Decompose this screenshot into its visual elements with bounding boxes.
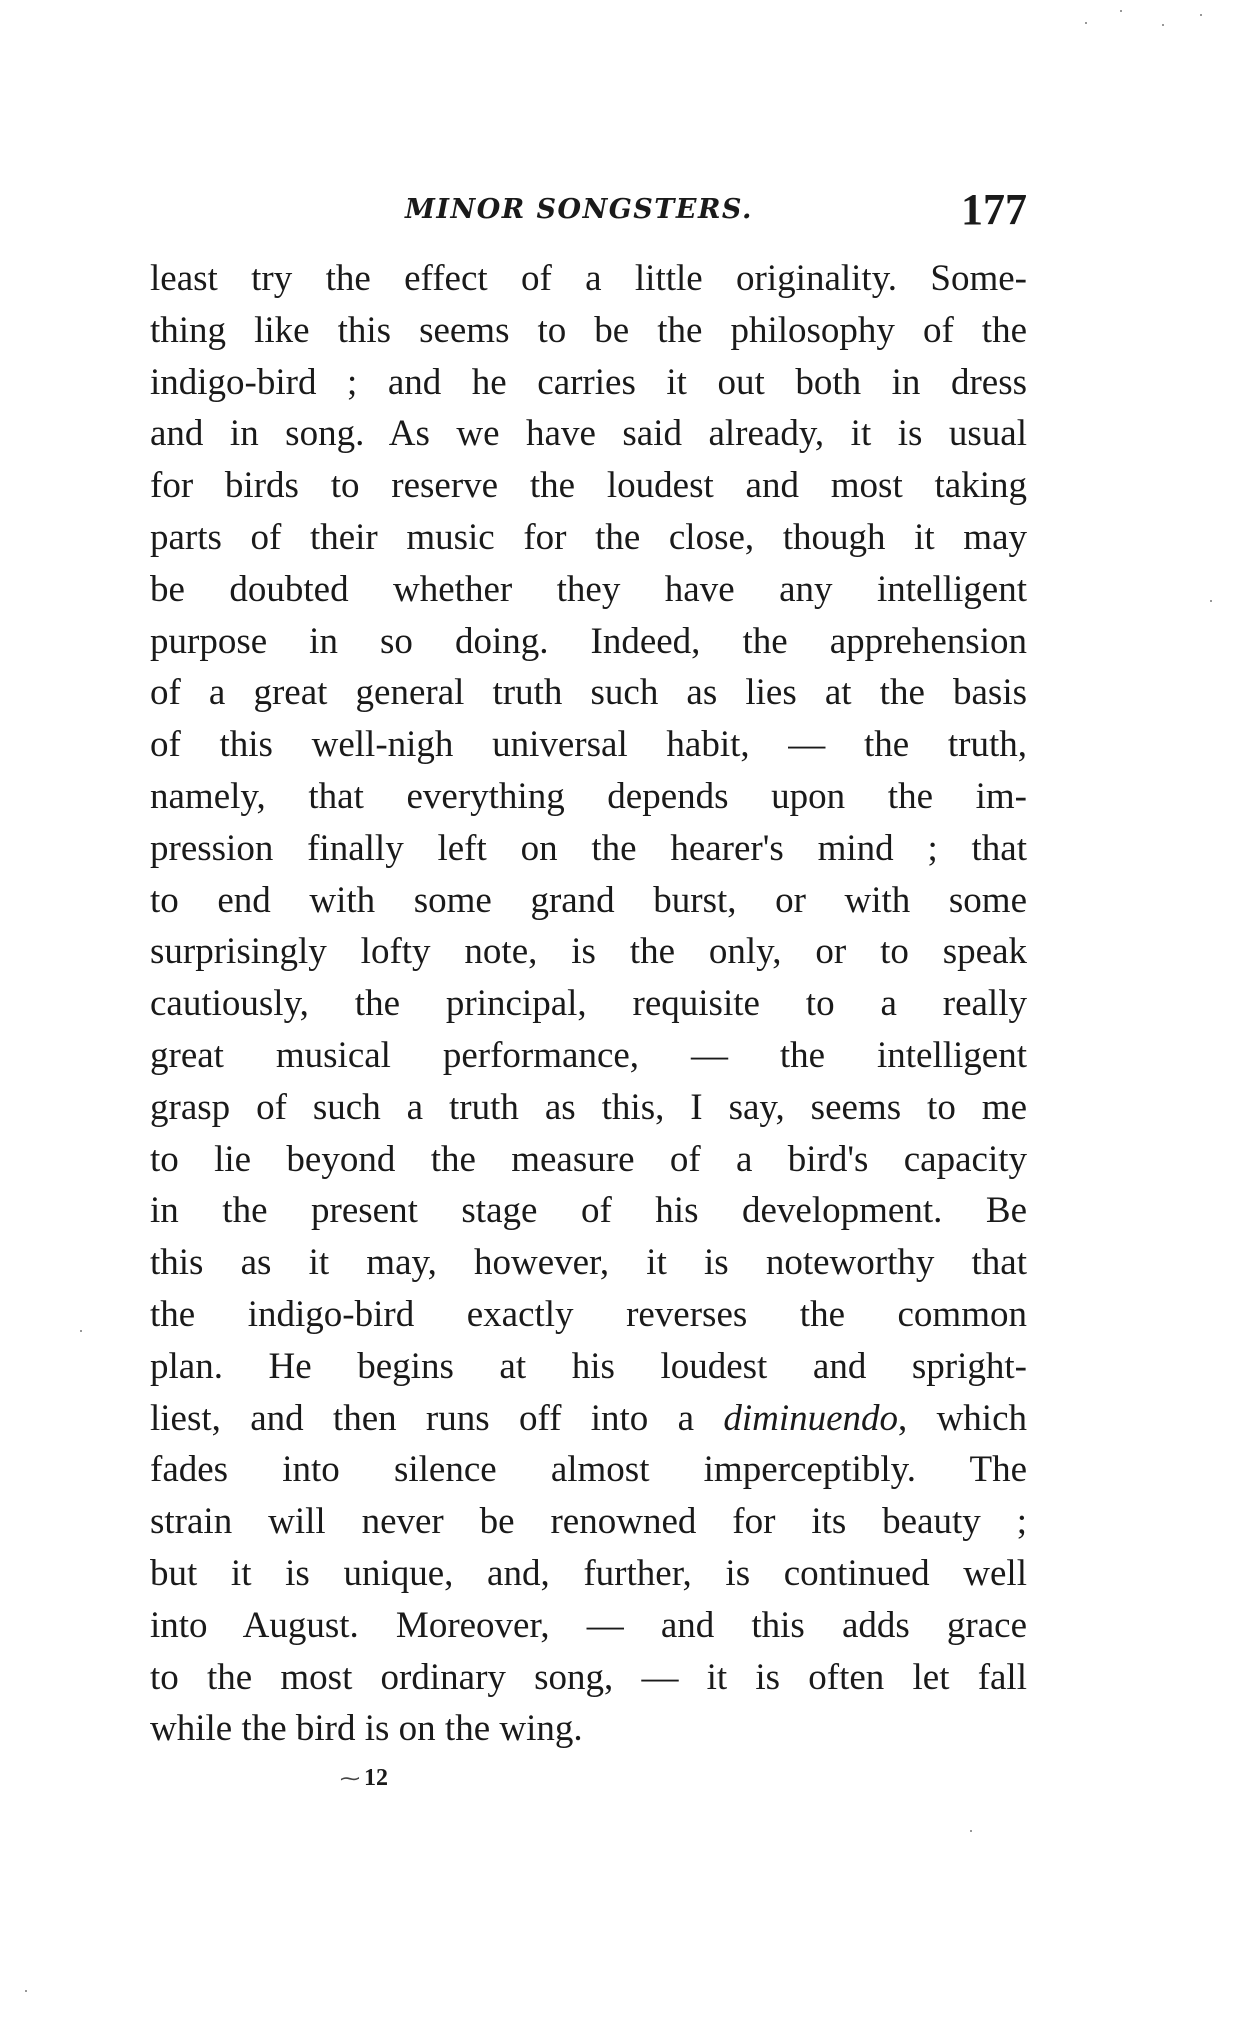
- text-line: to the most ordinary song, — it is often let fall: [150, 1656, 1027, 1698]
- text-line: indigo-bird ; and he carries it out both in dress: [150, 361, 1027, 403]
- page-number: 177: [961, 185, 1027, 234]
- text-line: great musical performance, — the intelligent: [150, 1034, 1027, 1076]
- text-line: in the present stage of his development. Be: [150, 1190, 1027, 1232]
- text-line: the indigo-bird exactly reverses the common: [150, 1293, 1027, 1335]
- italic-term: diminuendo: [723, 1397, 899, 1439]
- signature-mark: [340, 1765, 388, 1792]
- text-line: surprisingly lofty note, is the only, or to speak: [150, 931, 1027, 973]
- text-line: to end with some grand burst, or with some: [150, 879, 1027, 921]
- paper-speck: [80, 1330, 82, 1332]
- paper-speck: [1120, 10, 1122, 12]
- text-line: grasp of such a truth as this, I say, seems to me: [150, 1086, 1027, 1128]
- paper-speck: [1200, 14, 1202, 16]
- page-header: [150, 186, 1027, 246]
- text-segment: , which: [898, 1397, 1027, 1439]
- text-line: to lie beyond the measure of a bird's capacity: [150, 1138, 1027, 1180]
- text-line-with-italic: [150, 1393, 1027, 1445]
- ornament-squiggle: ⁓: [340, 1768, 360, 1790]
- text-line: of a great general truth such as lies at the basis: [150, 672, 1027, 714]
- text-segment: liest, and then runs off into a: [150, 1397, 695, 1439]
- text-line: parts of their music for the close, though it may: [150, 516, 1027, 558]
- text-line: strain will never be renowned for its beauty ;: [150, 1501, 1027, 1543]
- text-line: into August. Moreover, — and this adds grace: [150, 1604, 1027, 1646]
- text-line: and in song. As we have said already, it is usual: [150, 413, 1027, 455]
- text-line: of this well-nigh universal habit, — the truth,: [150, 724, 1027, 766]
- text-line: purpose in so doing. Indeed, the apprehension: [150, 620, 1027, 662]
- paper-speck: [1162, 24, 1164, 26]
- text-line: cautiously, the principal, requisite to a really: [150, 983, 1027, 1025]
- text-line-last: while the bird is on the wing.: [150, 1708, 583, 1750]
- running-head: MINOR SONGSTERS.: [405, 194, 753, 225]
- text-line: this as it may, however, it is noteworthy that: [150, 1242, 1027, 1284]
- text-line: plan. He begins at his loudest and spright-: [150, 1345, 1027, 1387]
- text-line: fades into silence almost imperceptibly. The: [150, 1449, 1027, 1491]
- text-line: least try the effect of a little originality. Some-: [150, 258, 1027, 299]
- signature-number: 12: [364, 1765, 388, 1791]
- paper-speck: [970, 1830, 972, 1832]
- text-line: namely, that everything depends upon the im-: [150, 775, 1027, 817]
- text-line: thing like this seems to be the philosophy of the: [150, 309, 1027, 351]
- paper-speck: [25, 1990, 27, 1992]
- paper-speck: [1210, 600, 1212, 602]
- body-text: [150, 253, 1027, 1755]
- paper-speck: [1085, 22, 1087, 24]
- text-line: for birds to reserve the loudest and most taking: [150, 465, 1027, 507]
- text-line: but it is unique, and, further, is continued well: [150, 1552, 1027, 1594]
- text-line: pression finally left on the hearer's mind ; that: [150, 827, 1027, 869]
- text-line: be doubted whether they have any intelligent: [150, 568, 1027, 610]
